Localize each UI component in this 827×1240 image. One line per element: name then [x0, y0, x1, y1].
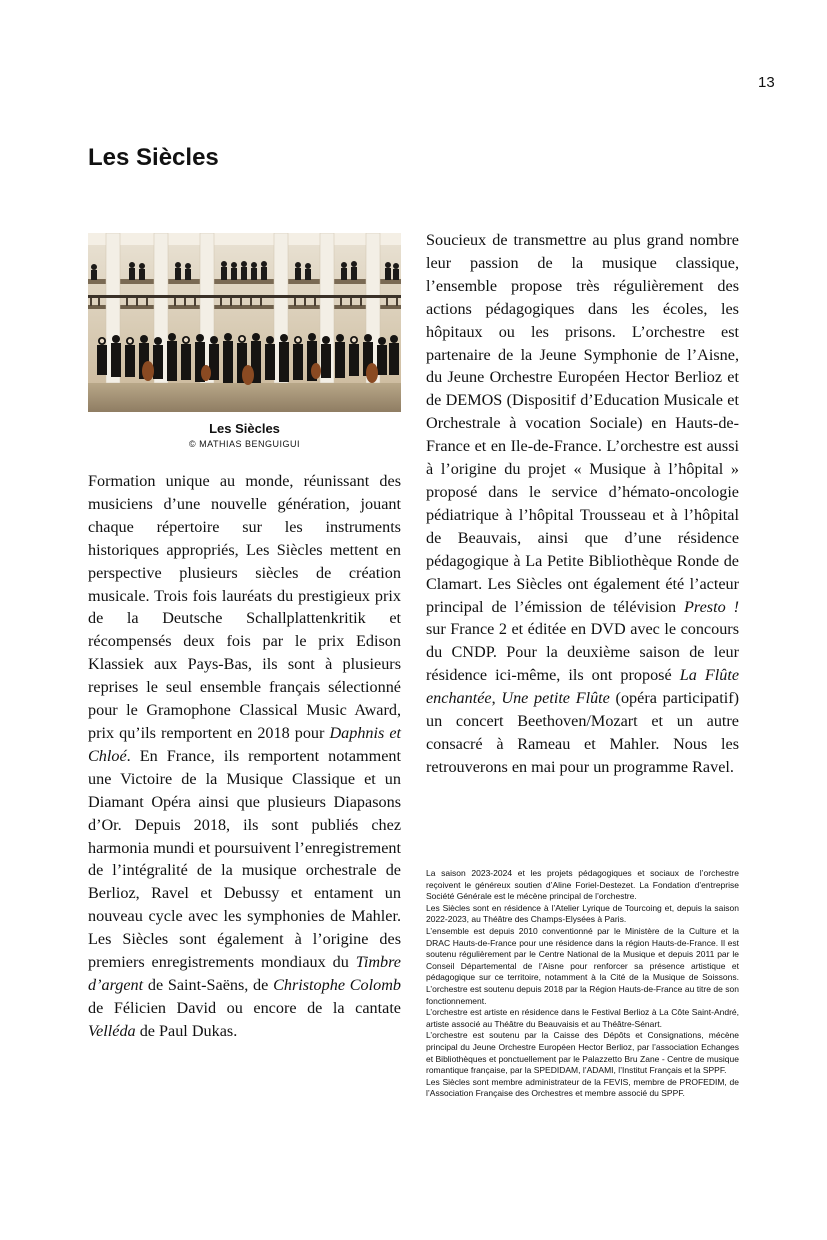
note-paragraph: Les Siècles sont en résidence à l’Atelier Lyrique de Tourcoing et, depuis la saison 2022-2023, au Théâtre des Champs-Elysées à Paris.	[426, 902, 739, 925]
work-title: Velléda	[88, 1021, 136, 1040]
right-column-text: Soucieux de transmettre au plus grand nombre leur passion de la musique classique, l’ensemble propose très régulièrement des actions pédagogiques dans les écoles, les hôpitaux ou les prisons. L’orchestre est partenaire de la Jeune Symphonie de l’Aisne, du Jeune Orchestre Européen Hector Berlioz et de DEMOS (Dispositif d’Education Musicale et Orchestrale à vocation Sociale) en Hauts-de-France et en Ile-de-France. L’orchestre est aussi à l’origine du projet « Musique à l’hôpital » proposé dans le service d’hémato-oncologie pédiatrique à l’hôpital Trousseau et à l’hôpital de Beauvais, ainsi que d’une résidence pédagogique à La Petite Bibliothèque Ronde de Clamart. Les Siècles ont également été l’acteur principal de l’émission de télévision Presto ! sur France 2 et éditée en DVD avec le concours du CNDP. Pour la deuxième saison de leur résidence ici-même, ils ont proposé La Flûte enchantée, Une petite Flûte (opéra participatif) un concert Beethoven/Mozart et un autre consacré à Rameau et Mahler. Nous les retrouverons en mai pour un programme Ravel.	[426, 231, 739, 776]
support-notes	[426, 868, 739, 1100]
note-paragraph: L’orchestre est soutenu par la Caisse des Dépôts et Consignations, mécène principal du Jeune Orchestre Européen Hector Berlioz, par l’association Echanges et Bibliothèques et ponctuellement par le Palazzetto Bru Zane - Centre de musique romantique française, par la SPEDIDAM, l’ADAMI, l’Institut Français et la SPPF.	[426, 1030, 739, 1076]
note-paragraph: Les Siècles sont membre administrateur de la FEVIS, membre de PROFEDIM, de l’Association Française des Orchestres et membre associé du SPPF.	[426, 1076, 739, 1099]
left-column-text: Formation unique au monde, réunissant des musiciens d’une nouvelle génération, jouant chaque répertoire sur les instruments historiques appropriés, Les Siècles mettent en perspective plusieurs siècles de création musicale. Trois fois lauréats du prestigieux prix de la Deutsche Schallplattenkritik et récompensés deux fois par le prix Edison Klassiek aux Pays-Bas, ils sont à plusieurs reprises le seul ensemble français sélectionné pour le Gramophone Classical Music Award, prix qu’ils remportent en 2018 pour Daphnis et Chloé. En France, ils remportent notamment une Victoire de la Musique Classique et un Diamant Opéra ainsi que plusieurs Diapasons d’Or. Depuis 2018, ils sont publiés chez harmonia mundi et poursuivent l’enregistrement de l’intégralité de la musique orchestrale de Berlioz, Ravel et Debussy et entament un nouveau cycle avec les symphonies de Mahler. Les Siècles sont également à l’origine des premiers enregistrements mondiaux du Timbre d’argent de Saint-Saëns, de Christophe Colomb de Félicien David ou encore de la cantate Velléda de Paul Dukas.	[88, 472, 402, 1040]
note-paragraph: La saison 2023-2024 et les projets pédagogiques et sociaux de l’orchestre reçoivent le généreux soutien d’Aline Foriel-Destezet. La Fondation d’entreprise Société Générale est le mécène principal de l’orchestre.	[426, 868, 739, 902]
work-title: Timbre d’argent	[88, 953, 401, 994]
tv-show-title: Presto !	[684, 597, 739, 616]
photo-caption	[88, 421, 401, 451]
note-paragraph: L’ensemble est depuis 2010 conventionné par le Ministère de la Culture et la DRAC Hauts-de-France pour une résidence dans la région Hauts-de-France. Il est soutenu régulièrement par le Centre National de la Musique et depuis 2011 par le Conseil Départemental de l’Aisne pour renforcer sa présence artistique et pédagogique sur ce territoire, notamment à la Cité de la Musique de Soissons. L’orchestre est soutenu depuis 2018 par la Région Hauts-de-France au titre de son fonctionnement.	[426, 925, 739, 1006]
caption-title: Les Siècles	[209, 421, 280, 436]
note-paragraph: L’orchestre est artiste en résidence dans le Festival Berlioz à La Côte Saint-André, artiste associé au Théâtre du Beauvaisis et au Théâtre-Sénart.	[426, 1007, 739, 1029]
page-number: 13	[758, 74, 775, 91]
orchestra-photo	[88, 233, 401, 412]
work-title: Christophe Colomb	[273, 975, 401, 994]
work-title: Daphnis et Chloé	[88, 723, 402, 765]
work-title: La Flûte enchantée	[426, 666, 739, 708]
photo-credit: © MATHIAS BENGUIGUI	[189, 439, 300, 449]
page-title: Les Siècles	[88, 144, 219, 171]
work-title: Une petite Flûte	[501, 689, 610, 708]
